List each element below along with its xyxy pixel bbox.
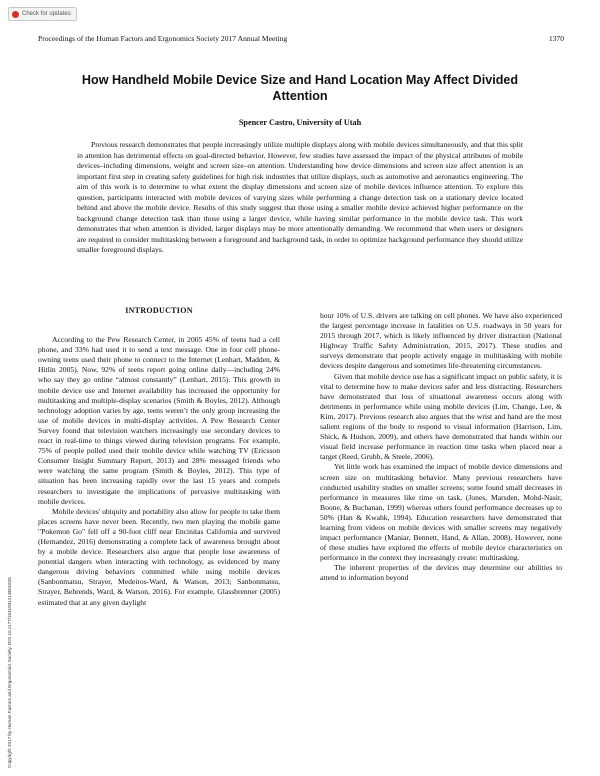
paragraph: Yet little work has examined the impact of mobile device dimensions and screen size on multitasking behavior. Many previous researchers have conducted usability studies on smaller screens; some found small decreases in performance in measures like time on task, (Jones, Marsden, Mohd-Nasir, Boone, & Buchanan, 1999) whereas others found performance decreases up to 50% (Han & Kwahk, 1994). Education researchers have demonstrated that learning from videos on mobile devices with smaller screens may negatively impact performance (Maniar, Bennett, Hand, & Allan, 2008). However, none of these studies have explored the effects of mobile device characteristics on performance in the context they increasingly create: multitasking.	[320, 462, 562, 563]
running-header	[38, 34, 564, 43]
check-for-updates-label: Check for updates	[22, 11, 71, 17]
update-icon	[12, 11, 19, 18]
paragraph: hour 10% of U.S. drivers are talking on cell phones. We have also experienced the largest percentage increase in fatalities on U.S. roadways in 50 years for 2015 through 2017, which is likely influenced by driver distraction (National Highway Traffic Safety Administration, 2015, 2017). These studies and surveys demonstrate that people actively engage in multitasking with mobile devices despite dangerous and sometimes life-threatening circumstances.	[320, 311, 562, 371]
copyright-side-note: Copyright 2017 by Human Factors and Ergonomics Society. DOI 10.1177/1541931213601826	[7, 577, 12, 768]
right-column	[320, 311, 562, 584]
paragraph: Given that mobile device use has a significant impact on public safety, it is vital to determine how to make devices safer and less distracting. Researchers have demonstrated that loss of situational awareness occurs along with detriments in performance while using mobile devices (Lim, Change, Lee, & Kim, 2017). Previous research also argues that the wrist and hand are the most salient regions of the body to respond to visual information (Harrison, Lim, Shick, & Hudson, 2009), and others have demonstrated that hands within our visual field increase performance in reaction time tasks when placed near a target (Reed, Grubb, & Steele, 2006).	[320, 371, 562, 462]
paragraph: Mobile devices' ubiquity and portability also allow for people to take them places screens have never been. Recently, two men playing the mobile game "Pokemon Go" fell off a 90-foot cliff near Encinitas California and survived (Hernandez, 2016) demonstrating a complete lack of awareness brought about by a mobile device. Researchers also argue that people lose awareness of potential dangers when interacting with technology, as evidenced by many dangerous driving behaviors committed while using mobile devices (Sanbonmatsu, Strayer, Medeiros-Ward, & Watson, 2013; Sanbonmatsu, Strayer, Behrends, Ward, & Watson, 2016). For example, Glassbrenner (2005) estimated that at any given daylight	[38, 506, 280, 607]
paper-author: Spencer Castro, University of Utah	[238, 118, 362, 127]
section-heading: INTRODUCTION	[125, 306, 193, 315]
left-column	[38, 306, 280, 608]
paragraph: The inherent properties of the devices may determine our abilities to attend to information beyond	[320, 563, 562, 583]
running-title: Proceedings of the Human Factors and Ergonomics Society 2017 Annual Meeting	[38, 34, 288, 43]
page-number: 1370	[548, 34, 564, 43]
check-for-updates-badge[interactable]	[8, 7, 77, 21]
paper-title: How Handheld Mobile Device Size and Hand Location May Affect Divided Attention	[81, 73, 519, 103]
abstract: Previous research demonstrates that people increasingly utilize multiple displays along with mobile devices simultaneously, and that this split in attention has detrimental effects on goal-directed behavior. However, few studies have assessed the impact of the physical attributes of mobile devices–including dimensions, weight and screen size–on attention. Understanding how device dimensions and screen size affect attention is an important first step in creating safety guidelines for high risk industries that utilize displays, such as automotive and aeronautics engineering. The aim of this work is to determine to what extent the display dimensions and screen size of mobile devices influence attention. To explore this question, participants interacted with mobile devices of varying sizes while performing a change detection task on a stationary device located behind and above the mobile device. Results of this study suggest that those using a smaller mobile device achieved higher performance on the background change detection task than those using a larger device, while having similar performance in the mobile device task. This work demonstrates that when attention is divided, larger displays may be more attentionally demanding. We recommend that when users or designers are required to consider multitasking between a foreground and background task, in order to optimize background performance they should utilize smaller foreground displays.	[77, 140, 523, 254]
paragraph: According to the Pew Research Center, in 2005 45% of teens had a cell phone, and 33% had used it to send a text message. One in four cell phone-owning teens used their phone to connect to the Internet (Lenhart, Madden, & Hitlin 2005). Now, 92% of teens report going online daily—including 24% who say they go online “almost constantly” (Lenhart, 2015). This growth in mobile device use and Internet availability has increased the opportunity for multitasking and multiple-display scenarios (Smith & Boyles, 2012). Although technology adoption varies by age, teens weren’t the only group increasing the use of mobile devices in multi-display activities. A Pew Research Center Survey found that television watchers increasingly use secondary devices to react in real-time to things viewed during television programs. For example, 75% of people polled used their mobile device while watching TV (Ericsson Consumer Insight Summary Report, 2013) and 28% messaged friends who were watching the same program (Smith & Boyles, 2012). This type of situation has been increasing rapidly over the last 15 years and compels researchers to investigate the implications of pervasive multitasking with mobile devices.	[38, 335, 280, 506]
